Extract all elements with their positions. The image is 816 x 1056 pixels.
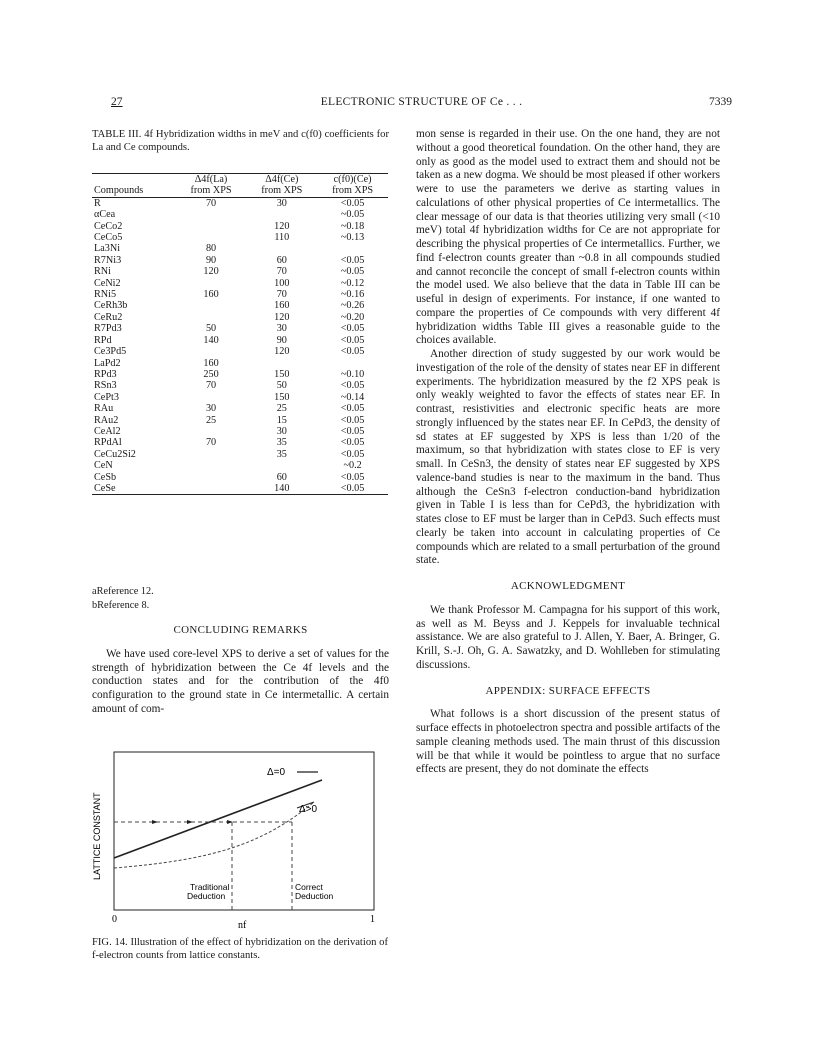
table-cell: ~0.18 <box>340 220 365 232</box>
table-cell: ~0.12 <box>340 277 365 289</box>
th-top-0 <box>92 174 176 186</box>
table-cell <box>317 243 388 254</box>
appendix-paragraph: What follows is a short discussion of the present status of surface effects in photoelectron spectra and possible artifacts of the sample cleaning methods used. The main thrust of this discussion will be that while it would be pointless to argue that no surface effects are present, they do not dominate the effects <box>416 708 720 776</box>
ack-title: ACKNOWLEDGMENT <box>510 580 626 592</box>
th-top-3: c(f0)(Ce) <box>333 174 372 185</box>
table-cell <box>176 460 247 471</box>
table-row <box>92 335 388 346</box>
footnote-a: aReference 12. <box>92 586 154 597</box>
table-cell <box>176 209 247 220</box>
table-cell: R7Ni3 <box>94 254 122 266</box>
th-bot-3: from XPS <box>332 185 374 197</box>
table-row <box>92 483 388 495</box>
table-header-top <box>92 174 388 186</box>
ack-paragraph: We thank Professor M. Campagna for his support of this work, as well as M. Beyss and J. Keppels for invaluable technical assistance. We are also grateful to J. Allen, Y. Baer, A. Bringer, G. Krill, S.-J. Oh, G. A. Sawatzky, and D. Wohlleben for stimulating discussions. <box>416 603 720 671</box>
table-row <box>92 426 388 437</box>
table-cell <box>246 243 317 254</box>
table-row <box>92 278 388 289</box>
table-cell: RAu2 <box>94 414 119 426</box>
table-cell: ~0.14 <box>340 391 365 403</box>
table-cell: 120 <box>274 220 290 232</box>
table-cell: 30 <box>276 197 287 209</box>
table-cell: <0.05 <box>340 403 365 415</box>
table-cell: ~0.10 <box>340 368 365 380</box>
th-bot-2: from XPS <box>261 185 303 197</box>
table-cell: 80 <box>205 243 217 255</box>
table-row <box>92 369 388 380</box>
table-row <box>92 312 388 323</box>
table-row <box>92 243 388 254</box>
section-concluding: CONCLUDING REMARKS <box>173 624 308 636</box>
table-row <box>92 415 388 426</box>
table-row <box>92 346 388 357</box>
table-cell: RNi <box>94 266 111 278</box>
table-row <box>92 323 388 334</box>
table-cell: 15 <box>276 414 287 426</box>
table-cell: <0.05 <box>340 471 365 483</box>
table-cell: RSn3 <box>94 380 117 392</box>
table-cell <box>246 209 317 220</box>
table-cell: <0.05 <box>340 448 365 460</box>
concluding-paragraph: We have used core-level XPS to derive a set of values for the strength of hybridization between the Ce 4f levels and the conduction states and for the contribution of the 4f0 configuration to the ground state in Ce intermetallic. A certain amount of com- <box>92 647 389 715</box>
table-cell: <0.05 <box>340 482 365 494</box>
table-cell <box>176 278 247 289</box>
table-cell: 35 <box>276 437 287 449</box>
table-cell: <0.05 <box>340 380 365 392</box>
table-row <box>92 460 388 471</box>
table-cell: 150 <box>274 368 290 380</box>
table-cell: CePt3 <box>94 391 119 403</box>
table-cell: 25 <box>276 403 287 415</box>
table-row <box>92 232 388 243</box>
table-row <box>92 472 388 483</box>
table-cell: 70 <box>205 437 217 449</box>
table-cell: 120 <box>274 346 290 358</box>
table-cell <box>176 346 247 357</box>
table-cell: <0.05 <box>340 414 365 426</box>
table-cell: 70 <box>205 197 217 209</box>
table-cell: 120 <box>274 311 290 323</box>
table-cell: 70 <box>276 289 287 301</box>
table-cell: 150 <box>274 391 290 403</box>
table-cell: CeSe <box>94 482 116 494</box>
page-number-left: 27 <box>111 96 123 108</box>
table-cell: 100 <box>274 277 290 289</box>
table-cell: <0.05 <box>340 437 365 449</box>
table-cell: 60 <box>276 471 287 483</box>
table-cell: ~0.05 <box>340 266 365 278</box>
table-row <box>92 197 388 209</box>
table-row <box>92 449 388 460</box>
table-cell: CeCu2Si2 <box>94 448 136 460</box>
table-cell <box>176 449 247 460</box>
table-row <box>92 209 388 220</box>
table-cell: 90 <box>276 334 287 346</box>
table-cell: ~0.2 <box>343 460 362 472</box>
appendix-title: APPENDIX: SURFACE EFFECTS <box>485 684 651 697</box>
label-delta-zero: Δ=0 <box>267 767 286 778</box>
table-cell: RPd3 <box>94 368 117 380</box>
table-cell: ~0.05 <box>340 209 365 221</box>
table-cell: 70 <box>276 266 287 278</box>
table-cell <box>176 426 247 437</box>
table-cell: RPd <box>94 334 112 346</box>
table-cell: <0.05 <box>340 197 365 209</box>
page-number-right: 7339 <box>709 96 732 108</box>
right-para-2: Another direction of study suggested by our work would be investigation of the role of the density of states near EF in different experiments. The hybridization measured by the f2 XPS peak is only weakly weighted to favor the effects of states near EF. In contrast, resistivities and electronic specific heats are more strongly influenced by the states near EF. In CePd3, the density of sd states at EF suggested by XPS is less than 1/20 of the maximum, so that hybridization with states close to EF is very small. In CeSn3, the density of states near EF suggested by XPS valence-band studies is near to the maximum in the band. Thus although the CeSn3 f-electron conduction-band hybridization given in Table I is less than for CePd3, the hybridization with states close to EF must be larger than in CePd3. Such effects must clearly be taken into account in calculating properties of Ce compounds which are related to a small perturbation of the ground state. <box>416 348 720 567</box>
table-cell: ~0.16 <box>340 289 365 301</box>
table-cell: 70 <box>205 380 217 392</box>
table-cell: 160 <box>274 300 290 312</box>
table-cell: 90 <box>205 254 217 266</box>
plot-frame <box>114 752 374 910</box>
table-cell: RPdAl <box>94 437 122 449</box>
table-cell: 30 <box>276 323 287 335</box>
table-cell: 160 <box>203 357 219 369</box>
table-cell: 120 <box>203 266 219 278</box>
table-row <box>92 300 388 311</box>
table-cell: CeCo2 <box>94 220 123 232</box>
table-cell: 35 <box>276 448 287 460</box>
table-cell <box>176 221 247 232</box>
table-cell: <0.05 <box>340 425 365 437</box>
table-cell: R7Pd3 <box>94 323 122 335</box>
footnote-b: bReference 8. <box>92 600 150 611</box>
table-row <box>92 392 388 403</box>
curve-delta-pos <box>114 802 314 868</box>
table-row <box>92 255 388 266</box>
table-row <box>92 380 388 391</box>
table-cell: CeCo5 <box>94 232 123 244</box>
table-cell <box>246 460 317 471</box>
table-cell: CeRu2 <box>94 311 123 323</box>
table-cell: αCea <box>94 209 116 221</box>
x-tick-0: 0 <box>112 914 117 925</box>
table-cell: 30 <box>276 425 287 437</box>
table-row <box>92 289 388 300</box>
table-header-bottom <box>92 185 388 197</box>
y-axis-label: LATTICE CONSTANT <box>92 792 102 880</box>
th-top-1: Δ4f(La) <box>194 174 228 185</box>
table-cell: LaPd2 <box>94 357 121 369</box>
table-cell: ~0.26 <box>340 300 365 312</box>
table-cell: CeSb <box>94 471 117 483</box>
table-cell: 140 <box>274 482 290 494</box>
table-cell: CeN <box>94 460 113 472</box>
table-cell: <0.05 <box>340 323 365 335</box>
table-cell: 250 <box>203 368 219 380</box>
table-cell: 160 <box>203 289 219 301</box>
table-cell <box>176 392 247 403</box>
table-cell: 140 <box>203 334 219 346</box>
table-cell: <0.05 <box>340 334 365 346</box>
table-cell: R <box>94 197 101 209</box>
left-text <box>92 624 389 717</box>
table-row <box>92 403 388 414</box>
x-axis-label: nf <box>238 920 247 931</box>
table-cell <box>317 358 388 369</box>
table-cell <box>176 483 247 495</box>
right-text <box>416 128 720 777</box>
th-bot-1: from XPS <box>190 185 232 197</box>
figure-14 <box>92 750 382 940</box>
x-tick-1: 1 <box>370 914 375 925</box>
table-cell: ~0.20 <box>340 311 365 323</box>
table-caption: TABLE III. 4f Hybridization widths in meV and c(f0) coefficients for La and Ce compounds. <box>92 129 389 153</box>
table-cell <box>176 232 247 243</box>
right-para-1: mon sense is regarded in their use. On the one hand, they are not without a good theoretical foundation. On the other hand, they are only as good as the model used to extract them and should not be taken as a new dogma. We should be most pleased if other workers were to use the parameters we derive as starting values in calculations of other physical properties of Ce intermetallics. The clear message of our data is that theories utilizing very small (<10 meV) total 4f hybridization widths for Ce are not appropriate for describing the physical properties of Ce intermetallics. Further, we find f-electron counts greater than ~0.8 in all compounds studied and cannot reconcile the concept of small f-electron counts within the model used. We also believe that the data in Table III can be useful in design of experiments. For instance, if one wanted to compare the properties of Ce compounds with very different 4f hybridization widths Table III gives a reasonable guide to the choices available. <box>416 128 720 347</box>
table-cell: 25 <box>205 414 217 426</box>
table-cell: RAu <box>94 403 114 415</box>
table-cell: CeNi2 <box>94 277 121 289</box>
running-header <box>111 96 732 112</box>
table-cell: Ce3Pd5 <box>94 346 127 358</box>
table-cell: RNi5 <box>94 289 117 301</box>
table-cell: ~0.13 <box>340 232 365 244</box>
table-cell: 30 <box>205 403 217 415</box>
table-row <box>92 358 388 369</box>
th-top-2: Δ4f(Ce) <box>265 174 299 185</box>
label-traditional: Traditional Deduction <box>187 882 230 901</box>
table-row <box>92 221 388 232</box>
table-cell: 110 <box>274 232 290 244</box>
table-cell: CeRh3b <box>94 300 128 312</box>
table-row <box>92 437 388 448</box>
table-cell <box>176 472 247 483</box>
running-title: ELECTRONIC STRUCTURE OF Ce . . . <box>320 96 523 108</box>
table-cell: 60 <box>276 254 287 266</box>
table-iii <box>92 173 388 495</box>
table-cell <box>176 312 247 323</box>
table-cell <box>176 300 247 311</box>
label-delta-pos: Δ>0 <box>299 804 318 815</box>
figure-caption: FIG. 14. Illustration of the effect of hybridization on the derivation of f-electron counts from lattice constants. <box>92 937 388 961</box>
table-cell: 50 <box>205 323 217 335</box>
table-cell <box>246 358 317 369</box>
th-bot-0: Compounds <box>94 185 144 197</box>
table-cell: La3Ni <box>94 243 121 255</box>
table-cell: 50 <box>276 380 287 392</box>
table-cell: <0.05 <box>340 346 365 358</box>
table-cell: <0.05 <box>340 254 365 266</box>
table-cell: CeAl2 <box>94 425 121 437</box>
label-correct: Correct Deduction <box>295 882 334 901</box>
table-row <box>92 266 388 277</box>
